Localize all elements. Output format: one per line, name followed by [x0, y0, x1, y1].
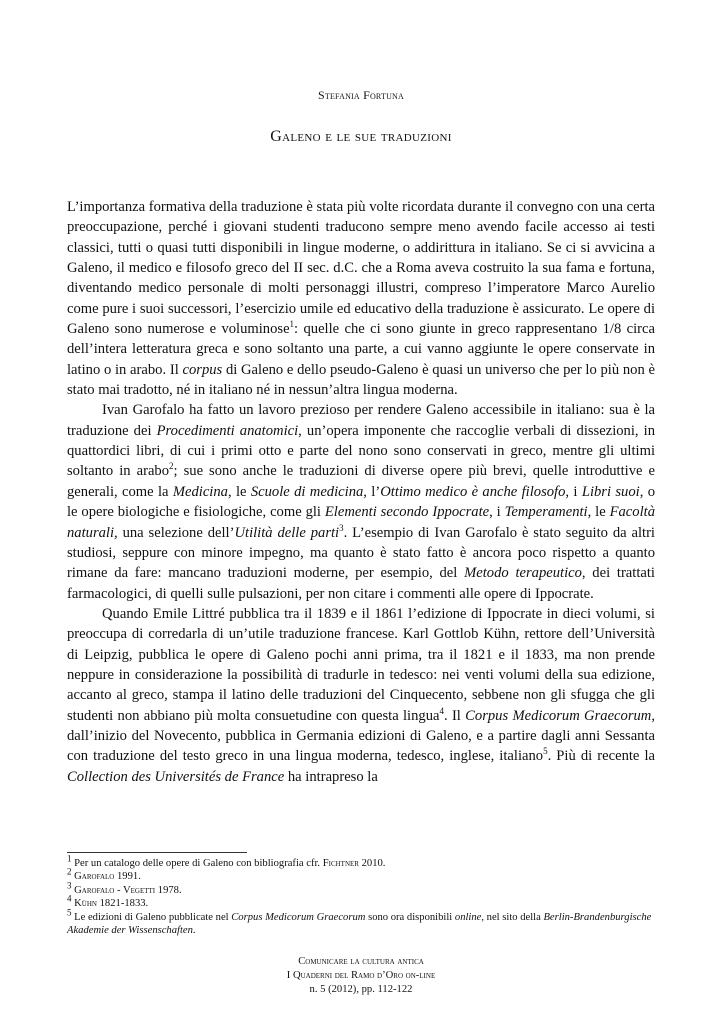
text-run: Ivan Garofalo ha fatto un lavoro prezioso per rendere Galeno accessibile in italiano: sua è la traduzione dei	[67, 402, 655, 439]
text-run: ha intrapreso la	[284, 768, 378, 785]
footnote-ref-2[interactable]: 2	[169, 461, 174, 472]
footnote-ref-1[interactable]: 1	[289, 319, 295, 330]
text-run: Quando Emile Littré pubblica tra il 1839 e il 1861 l’edizione di Ippocrate in dieci volumi, si preoccupa di corredarla di un’utile traduzione francese. Karl Gottlob Kühn, rettore dell’Università di Leipzig, pubblica le opere di Galeno pochi anni prima, tra il 1821 e il 1833, ma non prende neppure in considerazione la possibilità di tradurle in tedesco: nei venti volumi della sua edizione, accanto al greco, stampa il latino delle traduzioni del Cinquecento, sebbene non gli sfugga che gli studenti non abbiano più molta consuetudine con questa lingua	[67, 605, 655, 724]
text-run: , le	[587, 504, 610, 521]
footer-issue: n. 5 (2012), pp. 112-122	[309, 984, 413, 995]
italic-run: Berlin-Brandenburgische Akademie der Wissenschaften	[67, 911, 652, 937]
footnote-3	[67, 880, 655, 897]
text-run: , un’opera imponente che raccoglie verbali di dissezioni, in quattordici libri, di cui i primi otto e parte del nono sono conservati in greco, mentre gli ultimi soltanto in arabo	[67, 422, 655, 480]
author-name: Stefania Fortuna	[317, 88, 405, 102]
footnote-text: 1978.	[155, 884, 182, 896]
footnote-text: sono ora disponibili	[365, 911, 455, 923]
italic-run: Ottimo medico è anche filosofo	[380, 483, 566, 500]
text-run: . Più di recente la	[547, 748, 656, 765]
footnote-text: Le edizioni di Galeno pubblicate nel	[71, 911, 232, 923]
italic-run: Medicina	[172, 483, 228, 500]
italic-run: corpus	[182, 361, 223, 378]
text-run: , i	[565, 483, 582, 500]
text-run: , l’	[363, 483, 381, 500]
footnote-ref-4[interactable]: 4	[439, 705, 444, 716]
footnote-author: Kühn	[74, 898, 97, 910]
footnote-number: 4	[67, 893, 72, 904]
footnote-ref-3[interactable]: 3	[339, 522, 344, 533]
text-run: di Galeno e dello pseudo-Galeno è quasi un universo che per lo più non è stato mai tradotto, né in italiano né in nessun’altra lingua moderna.	[67, 361, 655, 399]
footnote-author: Fichtner	[322, 858, 359, 869]
text-run: L’importanza formativa della traduzione è stata più volte ricordata durante il convegno con una certa preoccupazione, perché i giovani studenti traducono sempre meno avendo facile accesso ai testi classici, tutti o quasi tutti disponibili in lingue moderne, o addirittura in italiano. Se ci si avvicina a Galeno, il medico e filosofo greco del II sec. d.C. che a Roma aveva costruito la sua fama e fortuna, diventando medico personale di molti personaggi illustri, compreso l’imperatore Marco Aurelio come pure i suoi successori, l’esercizio umile ed educativo della traduzione è assicurato. Le opere di Galeno sono numerose e voluminose	[67, 199, 655, 338]
footer-journal: I Quaderni del Ramo d’Oro on-line	[286, 970, 436, 981]
italic-run: Facoltà naturali	[67, 504, 655, 541]
italic-run: online	[454, 911, 482, 923]
footnote-author: Garofalo - Vegetti	[74, 884, 156, 896]
footnote-number: 1	[67, 853, 72, 864]
italic-run: Collection des Universités de France	[67, 768, 285, 785]
footnote-text: .	[192, 925, 196, 937]
footnote-number: 5	[67, 907, 72, 918]
footnote-number: 2	[67, 866, 72, 877]
article-body	[67, 197, 655, 787]
article-title: Galeno e le sue traduzioni	[270, 128, 452, 145]
footnote-1	[67, 853, 655, 870]
footnote-text: 2010.	[358, 858, 386, 869]
footnote-5	[67, 907, 655, 938]
footer-conference: Comunicare la cultura antica	[298, 956, 424, 967]
footnote-ref-5[interactable]: 5	[543, 746, 548, 757]
footnote-number: 3	[67, 880, 72, 891]
text-run: , una selezione dell’	[114, 524, 235, 541]
italic-run: Utilità delle parti	[234, 524, 340, 541]
footnote-text: Per un catalogo delle opere di Galeno con bibliografia cfr.	[71, 858, 323, 869]
italic-run: Procedimenti anatomici	[156, 422, 299, 439]
footnote-text: 1991.	[114, 871, 141, 883]
footnote-divider	[67, 852, 247, 853]
text-run: , i	[489, 504, 505, 521]
italic-run: Corpus Medicorum Graecorum	[231, 911, 366, 923]
text-run: , le	[227, 483, 251, 500]
italic-run: Metodo terapeutico	[464, 565, 582, 582]
footnote-author: Garofalo	[74, 871, 115, 883]
italic-run: Corpus Medicorum Graecorum	[465, 707, 652, 724]
footnote-4	[67, 893, 655, 910]
text-run: ; sue sono anche le traduzioni di diverse opere più brevi, quelle introduttive e generali, come la	[67, 463, 655, 500]
text-run: . L’esempio di Ivan Garofalo è stato seguito da altri studiosi, seppure con minore impegno, ma quanto è stato fatto è ancora poco rispetto a quanto rimane da fare: mancano traduzioni moderne, per esempio, del	[67, 524, 655, 582]
paragraph-3	[67, 604, 655, 787]
text-run: . Il	[443, 707, 466, 724]
text-run: , dall’inizio del Novecento, pubblica in Germania edizioni di Galeno, e a partire dagli anni Sessanta con traduzione del testo greco in una lingua moderna, tedesco, inglese, italiano	[67, 707, 655, 765]
footnote-text: 1821-1833.	[96, 898, 149, 910]
italic-run: Libri suoi	[581, 483, 640, 500]
italic-run: Temperamenti	[504, 504, 588, 521]
italic-run: Elementi secondo Ippocrate	[324, 504, 490, 521]
text-run: : quelle che ci sono giunte in greco rappresentano 1/8 circa dell’intera letteratura greca e sono soltanto una parte, a cui vanno aggiunte le opere conservate in latino o in arabo. Il	[67, 321, 655, 378]
footnote-2	[67, 866, 655, 883]
footnote-text: , nel sito della	[481, 911, 544, 923]
text-run: , o le opere biologiche e fisiologiche, come gli	[67, 483, 656, 521]
footnotes	[67, 853, 655, 937]
paragraph-1	[67, 197, 655, 400]
page-footer	[67, 955, 655, 997]
italic-run: Scuole di medicina	[250, 483, 364, 500]
text-run: , dei trattati farmacologici, di quelli sulle pulsazioni, per non citare i commenti alle opere di Ippocrate.	[67, 565, 655, 602]
paragraph-2	[67, 400, 655, 603]
page	[67, 0, 655, 1024]
